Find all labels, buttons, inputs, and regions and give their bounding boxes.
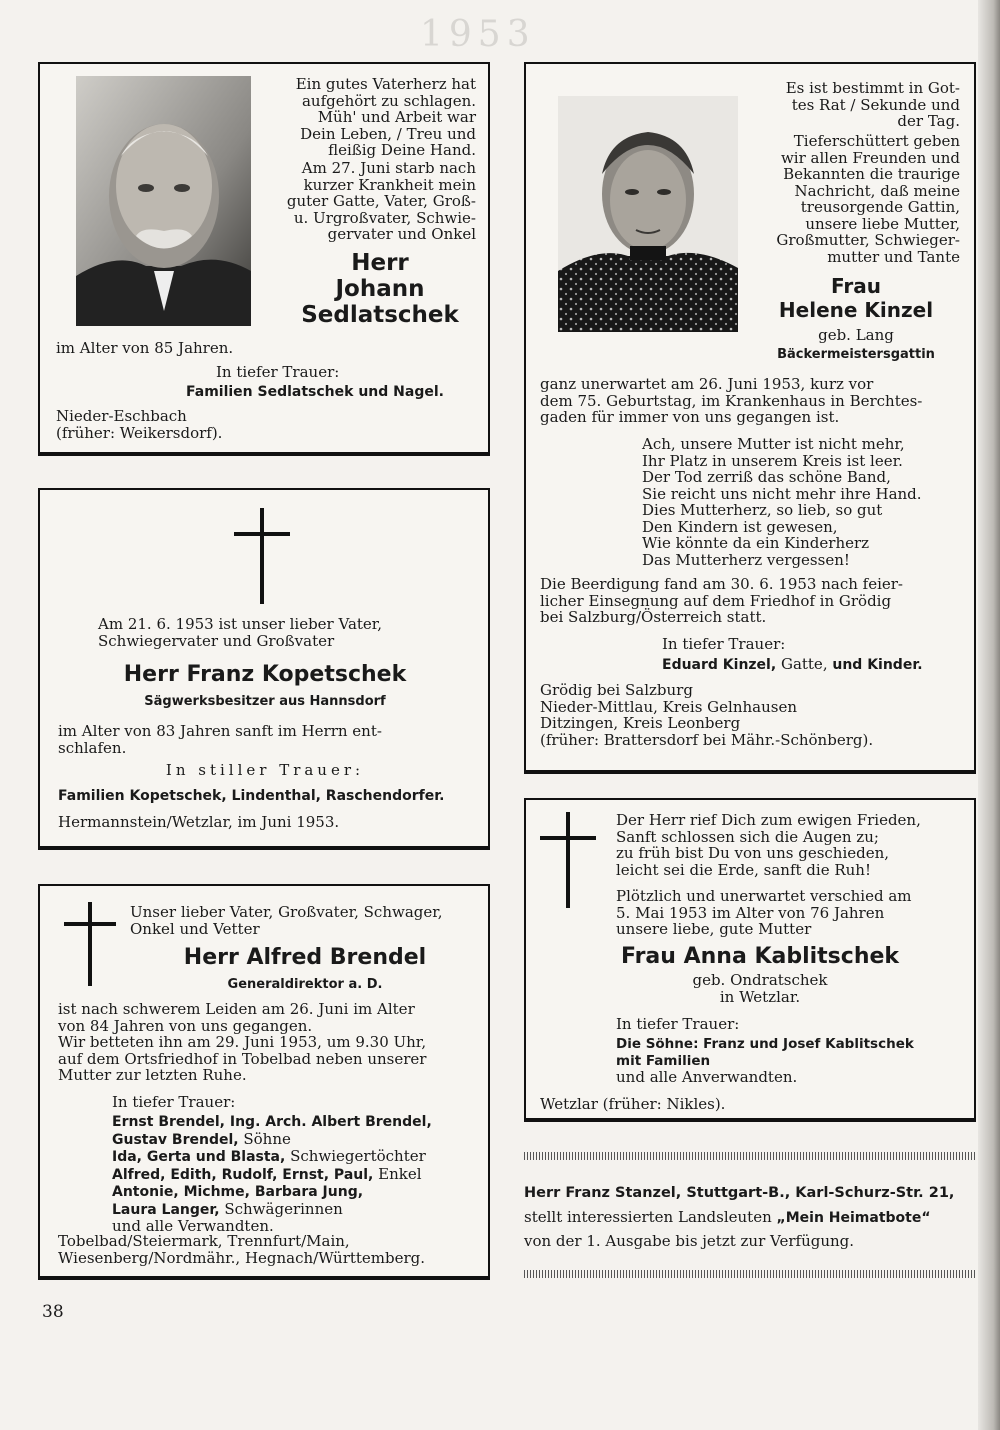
portrait-sedlatschek bbox=[76, 76, 251, 326]
divider-rule bbox=[524, 1152, 976, 1160]
brendel-text: ist nach schwerem Leiden am 26. Juni im Alter von 84 Jahren von uns gegangen. Wir betteten ihn am 29. Juni 1953, um 9.30 Uhr, auf dem Ortsfriedhof in Tobelbad neben unserer Mutter zur letzten Ruhe. bbox=[58, 1000, 427, 1084]
kablitschek-text: Plötzlich und unerwartet verschied am 5. Mai 1953 im Alter von 76 Jahren unsere liebe, gute Mutter bbox=[616, 887, 912, 938]
sedlatschek-poem: Ein gutes Vaterherz hat aufgehört zu schlagen. Müh' und Arbeit war Dein Leben, / Treu und fleißig Deine Hand. bbox=[295, 75, 476, 159]
kopetschek-mourning-label: In stiller Trauer: bbox=[165, 761, 365, 779]
brendel-title: Generaldirektor a. D. bbox=[227, 977, 383, 992]
kablitschek-others: und alle Anverwandten. bbox=[616, 1068, 798, 1086]
kinzel-poem: Es ist bestimmt in Got- tes Rat / Sekunde und der Tag. bbox=[785, 79, 960, 130]
kopetschek-place: Hermannstein/Wetzlar, im Juni 1953. bbox=[58, 813, 340, 831]
kinzel-funeral: Die Beerdigung fand am 30. 6. 1953 nach feier- licher Einsegnung auf dem Friedhof in Grödig bei Salzburg/Österreich statt. bbox=[540, 575, 903, 626]
brendel-mourning-label: In tiefer Trauer: bbox=[112, 1093, 236, 1111]
brendel-place: Tobelbad/Steiermark, Trennfurt/Main, Wiesenberg/Nordmähr., Hegnach/Württemberg. bbox=[58, 1232, 426, 1267]
notice-line1: Herr Franz Stanzel, Stuttgart-B., Karl-Schurz-Str. 21, bbox=[524, 1185, 955, 1201]
kinzel-title: Bäckermeistersgattin bbox=[777, 347, 935, 362]
kablitschek-name: Frau Anna Kablitschek bbox=[620, 944, 900, 969]
sedlatschek-families: Familien Sedlatschek und Nagel. bbox=[186, 384, 444, 400]
portrait-kinzel bbox=[558, 96, 738, 332]
notice-line2: stellt interessierten Landsleuten „Mein Heimatbote“ bbox=[524, 1208, 931, 1226]
brendel-mourners bbox=[112, 1113, 482, 1236]
notice-line3: von der 1. Ausgabe bis jetzt zur Verfügung. bbox=[524, 1232, 855, 1250]
kinzel-born: geb. Lang bbox=[818, 326, 894, 344]
kopetschek-name: Herr Franz Kopetschek bbox=[123, 662, 407, 687]
kinzel-mourning-label: In tiefer Trauer: bbox=[662, 635, 786, 653]
kinzel-text: Tieferschüttert geben wir allen Freunden und Bekannten die traurige Nachricht, daß meine treusorgende Gattin, unsere liebe Mutter, Großmutter, Schwieger- mutter und Tante bbox=[776, 132, 960, 266]
kopetschek-families: Familien Kopetschek, Lindenthal, Raschendorfer. bbox=[58, 788, 445, 804]
kablitschek-mourning-label: In tiefer Trauer: bbox=[616, 1015, 740, 1033]
brendel-name: Herr Alfred Brendel bbox=[183, 945, 427, 970]
page-number: 38 bbox=[42, 1302, 64, 1322]
kablitschek-place: Wetzlar (früher: Nikles). bbox=[540, 1095, 726, 1113]
sedlatschek-name: Herr Johann Sedlatschek bbox=[301, 250, 459, 328]
brendel-intro: Unser lieber Vater, Großvater, Schwager, Onkel und Vetter bbox=[130, 903, 443, 938]
sedlatschek-place: Nieder-Eschbach (früher: Weikersdorf). bbox=[56, 407, 223, 442]
cross-icon bbox=[234, 508, 290, 604]
mourner-line: Antonie, Michme, Barbara Jung, bbox=[112, 1184, 364, 1200]
kinzel-death: ganz unerwartet am 26. Juni 1953, kurz vor dem 75. Geburtstag, im Krankenhaus in Berchtes- gaden für immer von uns gegangen ist. bbox=[540, 375, 923, 426]
kinzel-name: Frau Helene Kinzel bbox=[778, 274, 934, 322]
mourner-line: Ernst Brendel, Ing. Arch. Albert Brendel, bbox=[112, 1114, 432, 1130]
kinzel-places: Grödig bei Salzburg Nieder-Mittlau, Kreis Gelnhausen Ditzingen, Kreis Leonberg (früher: Brattersdorf bei Mähr.-Schönberg). bbox=[540, 681, 874, 749]
sedlatschek-age: im Alter von 85 Jahren. bbox=[56, 339, 234, 357]
mourner-line: Alfred, Edith, Rudolf, Ernst, Paul, Enkel bbox=[112, 1164, 422, 1183]
mourner-line: Ida, Gerta und Blasta, Schwiegertöchter bbox=[112, 1147, 426, 1165]
mourner-line: und alle Verwandten. bbox=[112, 1217, 274, 1235]
kopetschek-intro: Am 21. 6. 1953 ist unser lieber Vater, Schwiegervater und Großvater bbox=[98, 615, 383, 650]
page-header-ghost: 1953 bbox=[420, 14, 536, 55]
kablitschek-sons: Die Söhne: Franz und Josef Kablitschek mit Familien bbox=[616, 1036, 914, 1069]
cross-icon bbox=[540, 812, 596, 908]
mourner-line: Gustav Brendel, Söhne bbox=[112, 1129, 291, 1148]
kablitschek-poem: Der Herr rief Dich zum ewigen Frieden, Sanft schlossen sich die Augen zu; zu früh bist Du von uns geschieden, leicht sei die Erde, sanft die Ruh! bbox=[616, 811, 921, 879]
cross-icon bbox=[64, 902, 116, 986]
kinzel-family: Eduard Kinzel, Gatte, und Kinder. bbox=[662, 655, 923, 673]
kinzel-verse: Ach, unsere Mutter ist nicht mehr, Ihr Platz in unserem Kreis ist leer. Der Tod zerriß das schöne Band, Sie reicht uns nicht mehr ihre Hand. Dies Mutterherz, so lieb, so gut Den Kindern ist gewesen, Wie könnte da ein Kinderherz Das Mutterherz vergessen! bbox=[642, 435, 922, 569]
kopetschek-text: im Alter von 83 Jahren sanft im Herrn ent- schlafen. bbox=[58, 722, 382, 757]
sedlatschek-mourning-label: In tiefer Trauer: bbox=[216, 363, 340, 381]
kablitschek-born: geb. Ondratschek in Wetzlar. bbox=[692, 971, 828, 1006]
sedlatschek-text: Am 27. Juni starb nach kurzer Krankheit mein guter Gatte, Vater, Groß- u. Urgroßvater, Schwie- gervater und Onkel bbox=[286, 159, 476, 243]
divider-rule bbox=[524, 1270, 976, 1278]
kopetschek-title: Sägwerksbesitzer aus Hannsdorf bbox=[144, 694, 386, 709]
mourner-line: Laura Langer, Schwägerinnen bbox=[112, 1199, 343, 1218]
